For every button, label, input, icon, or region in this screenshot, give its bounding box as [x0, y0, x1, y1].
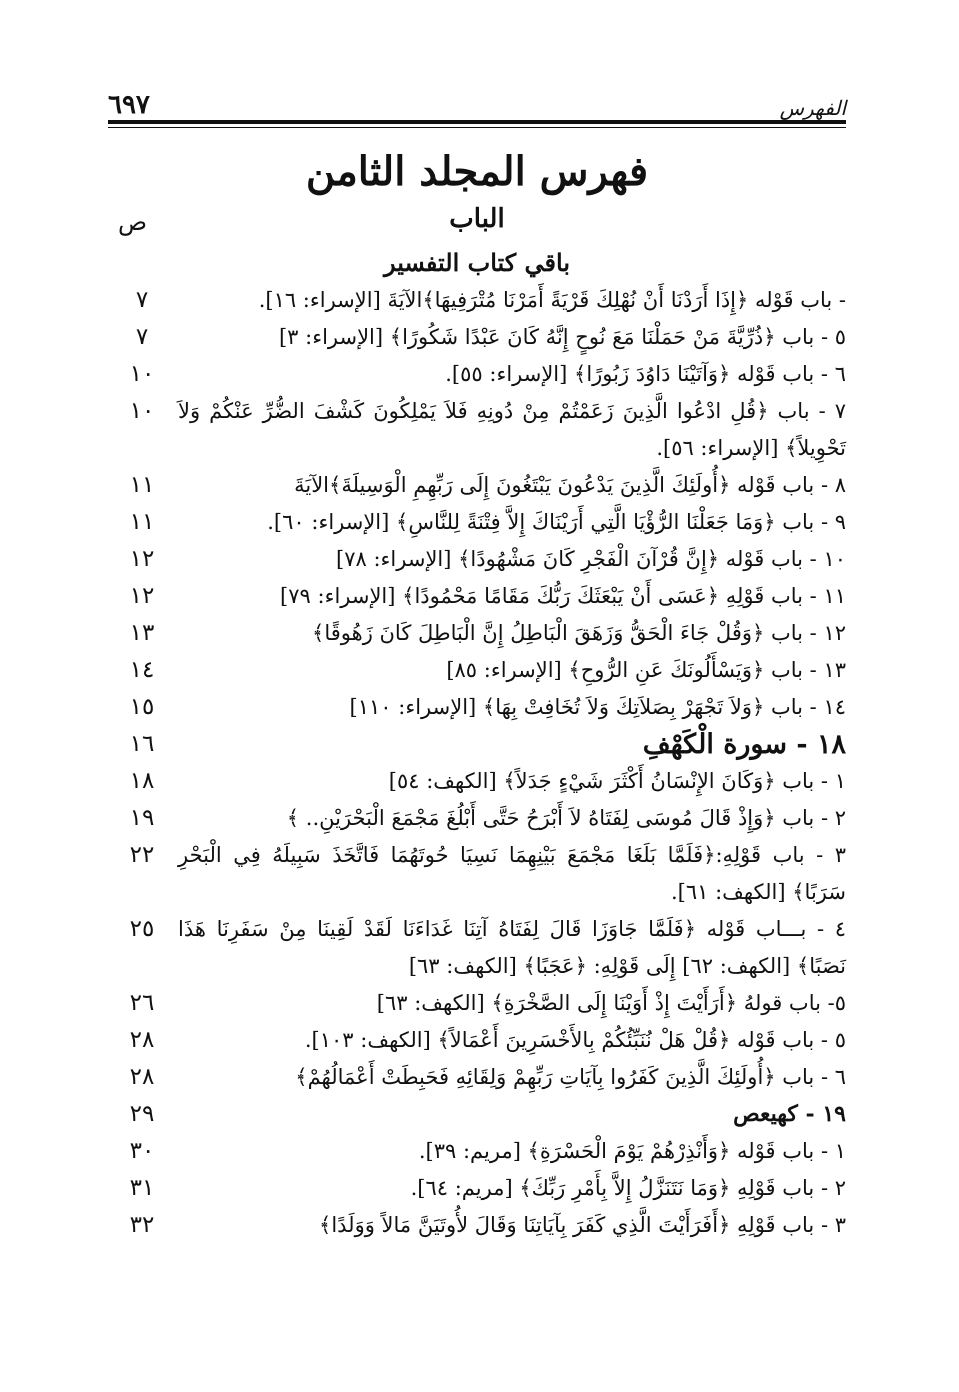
toc-entry-page: ٣١: [129, 1175, 155, 1201]
toc-entry: [108, 1059, 846, 1096]
toc-entry: [108, 467, 846, 504]
toc-entry: [108, 763, 846, 800]
toc-entry-text: ٤ - بـــاب قَوْله ﴿فَلَمَّا جَاوَزَا قَالَ لِفَتَاهُ آتِنَا غَدَاءَنَا لَقَدْ لَقِينَا مِنْ سَفَرِنَا هَذَا نَصَبًا﴾ [الكهف: ٦٢] إِلَى قَوْلِهِ: ﴿عَجَبًا﴾ [الكهف: ٦٣]: [178, 917, 846, 978]
toc-entry-text: ٥- باب قولهُ ﴿أَرَأَيْتَ إِذْ أَوَيْنَا إِلَى الصَّخْرَةِ﴾ [الكهف: ٦٣]: [376, 991, 846, 1015]
toc-entry-page: ١٦: [129, 731, 155, 757]
toc-entry-text: ٩ - باب ﴿وَمَا جَعَلْنَا الرُّؤْيَا الَّتِي أَرَيْنَاكَ إِلاَّ فِتْنَةً لِلنَّاسِ﴾ [الإسراء: ٦٠].: [267, 510, 846, 534]
toc-entry-text: ١٣ - باب ﴿وَيَسْأَلُونَكَ عَنِ الرُّوحِ﴾ [الإسراء: ٨٥]: [446, 658, 846, 682]
toc-entry-page: ٢٥: [129, 916, 155, 942]
toc-entry-text: ٣ - باب قَوْلِهِ:﴿فَلَمَّا بَلَغَا مَجْمَعَ بَيْنِهِمَا نَسِيَا حُوتَهُمَا فَاتَّخَذَ سَبِيلَهُ فِي الْبَحْرِ سَرَبًا﴾ [الكهف: ٦١].: [178, 843, 846, 904]
toc-entry-page: ١٠: [129, 398, 155, 424]
toc-entry: [108, 541, 846, 578]
toc-entry: [108, 319, 846, 356]
toc-entry-page: ١١: [129, 472, 155, 498]
toc-entry: [108, 726, 846, 763]
toc-section-heading: ١٨ - سورة الْكَهْفِ: [642, 729, 846, 760]
toc-entry-page: ١٥: [129, 694, 155, 720]
toc-entry-page: ٢٦: [129, 990, 155, 1016]
toc-entry: [108, 911, 846, 985]
toc-entry-text: ١٢ - باب ﴿وَقُلْ جَاءَ الْحَقُّ وَزَهَقَ الْبَاطِلُ إِنَّ الْبَاطِلَ كَانَ زَهُوقًا﴾: [312, 621, 846, 645]
toc-entry-text: ١٤ - باب ﴿وَلاَ تَجْهَرْ بِصَلاَتِكَ وَلاَ تُخَافِتْ بِهَا﴾ [الإسراء: ١١٠]: [349, 695, 846, 719]
toc-entry-page: ٧: [135, 324, 149, 350]
toc-entry: [108, 504, 846, 541]
toc-entry: [108, 578, 846, 615]
toc-entry-text: ٥ - باب قَوْله ﴿قُلْ هَلْ نُنَبِّئُكُمْ بِالأَخْسَرِينَ أَعْمَالاً﴾ [الكهف: ١٠٣].: [304, 1028, 846, 1052]
toc-entry: [108, 615, 846, 652]
toc-entry: [108, 837, 846, 911]
toc-entry-text: ١ - باب قَوْله ﴿وَأَنْذِرْهُمْ يَوْمَ الْحَسْرَةِ﴾ [مريم: ٣٩].: [418, 1139, 846, 1163]
toc-entry-page: ١٢: [129, 546, 155, 572]
chapter-column-header: الباب: [449, 204, 505, 234]
toc-entry-page: ٢٢: [129, 842, 155, 868]
toc-entry-text: ١ - باب ﴿وَكَانَ الإِنْسَانُ أَكْثَرَ شَيْءٍ جَدَلاً﴾ [الكهف: ٥٤]: [388, 769, 846, 793]
toc-section-heading: ١٩ - كهيعص: [733, 1101, 846, 1127]
toc-entry-page: ٣٠: [129, 1138, 155, 1164]
toc-entry-page: ٧: [135, 287, 149, 313]
toc-entry: [108, 282, 846, 319]
toc-entry-text: ٦ - باب ﴿أُولَئِكَ الَّذِينَ كَفَرُوا بِآيَاتِ رَبِّهِمْ وَلِقَائِهِ فَحَبِطَتْ أَعْمَالُهُمْ﴾: [295, 1065, 846, 1089]
toc-entry-page: ١٣: [129, 620, 155, 646]
running-head: [108, 88, 846, 120]
toc-entry-text: - باب قَوْله ﴿إِذَا أَرَدْنَا أَنْ نُهْلِكَ قَرْيَةً أَمَرْنَا مُتْرَفِيهَا﴾الآيَةَ [الإسراء: ١٦].: [258, 288, 846, 312]
toc-entry: [108, 1133, 846, 1170]
toc-entry-text: ١٠ - باب قَوْله ﴿إِنَّ قُرْآنَ الْفَجْرِ كَانَ مَشْهُودًا﴾ [الإسراء: ٧٨]: [336, 547, 846, 571]
running-title: الفهرس: [779, 96, 846, 120]
toc-entry-text: ٨ - باب قَوْله ﴿أُولَئِكَ الَّذِينَ يَدْعُونَ يَبْتَغُونَ إِلَى رَبِّهِمِ الْوَسِيلَةَ﴾الآيَةَ: [294, 473, 846, 497]
header-rule-thin: [108, 127, 846, 128]
toc-entry: [108, 689, 846, 726]
toc-entry-page: ٢٨: [129, 1064, 155, 1090]
toc-entries: [108, 282, 846, 1244]
column-headers: [108, 204, 846, 240]
toc-entry: [108, 652, 846, 689]
page-number: ٦٩٧: [108, 90, 150, 120]
toc-entry-page: ٣٢: [129, 1212, 155, 1238]
toc-entry-text: ٢ - باب قَوْلِهِ ﴿وَمَا نَتَنَزَّلُ إِلاَّ بِأَمْرِ رَبِّكَ﴾ [مريم: ٦٤].: [410, 1176, 846, 1200]
toc-entry-text: ١١ - باب قَوْلِهِ ﴿عَسَى أَنْ يَبْعَثَكَ رَبُّكَ مَقَامًا مَحْمُودًا﴾ [الإسراء: ٧٩]: [280, 584, 846, 608]
toc-entry: [108, 393, 846, 467]
toc-entry-text: ٥ - باب ﴿ذُرِّيَّةَ مَنْ حَمَلْنَا مَعَ نُوحٍ إِنَّهُ كَانَ عَبْدًا شَكُورًا﴾ [الإسراء: ٣]: [278, 325, 846, 349]
section-heading: باقي كتاب التفسير: [383, 248, 570, 277]
toc-entry-page: ٢٩: [129, 1101, 155, 1127]
toc-entry: [108, 800, 846, 837]
toc-entry: [108, 1022, 846, 1059]
toc-entry-page: ٢٨: [129, 1027, 155, 1053]
toc-entry: [108, 1170, 846, 1207]
toc-entry-text: ٦ - باب قَوْله ﴿وَآتَيْنَا دَاوُدَ زَبُورًا﴾ [الإسراء: ٥٥].: [445, 362, 846, 386]
toc-entry-text: ٧ - باب ﴿قُلِ ادْعُوا الَّذِينَ زَعَمْتُمْ مِنْ دُونِهِ فَلاَ يَمْلِكُونَ كَشْفَ الضُّرِّ عَنْكُمْ وَلاَ تَحْوِيلاً﴾ [الإسراء: ٥٦].: [178, 399, 846, 460]
toc-entry: [108, 1096, 846, 1133]
page-title: فهرس المجلد الثامن: [305, 148, 649, 195]
toc-entry: [108, 1207, 846, 1244]
toc-entry-page: ١٠: [129, 361, 155, 387]
toc-entry: [108, 356, 846, 393]
header-rule-thick: [108, 120, 846, 124]
toc-entry-text: ٢ - باب ﴿وَإِذْ قَالَ مُوسَى لِفَتَاهُ لاَ أَبْرَحُ حَتَّى أَبْلُغَ مَجْمَعَ الْبَحْرَيْنِ.. ﴾: [286, 806, 846, 830]
toc-entry-page: ١٢: [129, 583, 155, 609]
toc-entry: [108, 985, 846, 1022]
toc-entry-page: ١١: [129, 509, 155, 535]
page-column-header: ص: [118, 208, 148, 236]
toc-entry-page: ١٤: [129, 657, 155, 683]
toc-entry-text: ٣ - باب قَوْلِهِ ﴿أَفَرَأَيْتَ الَّذِي كَفَرَ بِآيَاتِنَا وَقَالَ لأُوتَيَنَّ مَالاً وَوَلَدًا﴾: [319, 1213, 846, 1237]
toc-entry-page: ١٨: [129, 768, 155, 794]
toc-entry-page: ١٩: [129, 805, 155, 831]
